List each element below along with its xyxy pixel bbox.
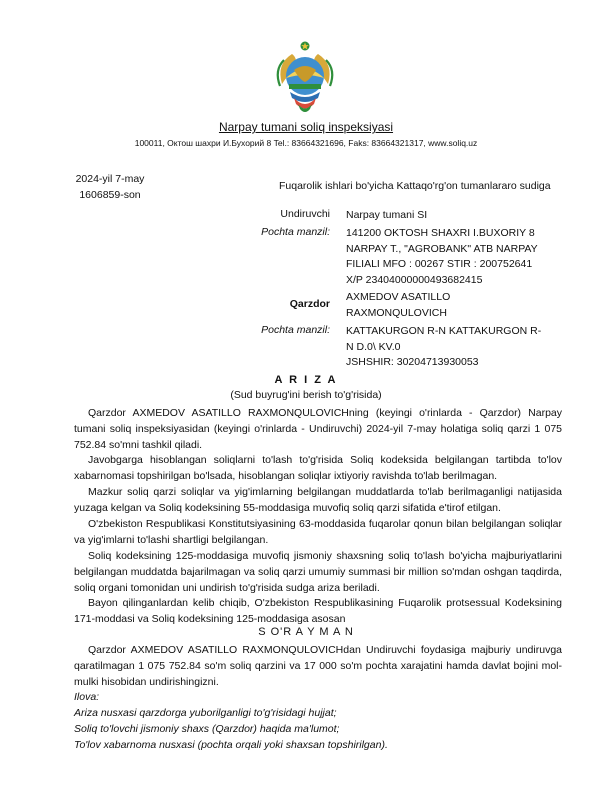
- attachment-item: Soliq to'lovchi jismoniy shaxs (Qarzdor) haqida ma'lumot;: [74, 723, 340, 735]
- attachment-item: To'lov xabarnoma nusxasi (pochta orqali yoki shaxsan topshirilgan).: [74, 739, 388, 751]
- body-paragraph: Soliq kodeksining 125-moddasiga muvofiq jismoniy shaxsning soliq to'lash bo'yicha majburiyatlarini belgilangan muddatda bajarilmagan va soliq qarzi umumiy summasi bir million so'mdan oshgan taqdirda, soliq organi tomonidan uni undirish to'g'risida sudga ariza beriladi.: [74, 550, 562, 594]
- document-number: 1606859-son: [79, 189, 141, 201]
- body-paragraph: Mazkur soliq qarzi soliqlar va yig'imlarning belgilangan muddatlarda to'lab berilmaganligi natijasida yuzaga kelgan va Soliq kodeksining 55-moddasiga muvofiq soliq qarzi sifatida e'tirof etilgan.: [74, 486, 562, 514]
- plaintiff-name: Narpay tumani SI: [346, 209, 428, 221]
- document-date: 2024-yil 7-may: [75, 173, 145, 185]
- debtor-name-line: AXMEDOV ASATILLO: [346, 291, 451, 303]
- body-paragraph: Javobgarga hisoblangan soliqlarni to'lash to'g'risida Soliq kodeksida belgilangan tartibda to'lov xabarnomasi topshirilgan bo'lsada, hisoblangan soliqlar ixtiyoriy ravishda to'lab berilmagan.: [74, 454, 562, 482]
- body-paragraph: Qarzdor AXMEDOV ASATILLO RAXMONQULOVICHning (keyingi o'rinlarda - Qarzdor) Narpay tumani soliq inspeksiyasidan (keyingi o'rinlarda - Undiruvchi) 2024-yil 7-may holatiga soliq qarzi 1 075 752.84 so'mni tashkil qiladi.: [74, 407, 562, 451]
- address-line: JSHSHIR: 30204713930053: [346, 356, 479, 368]
- plaintiff-address: [346, 226, 566, 288]
- plaintiff-label: Undiruvchi: [280, 208, 330, 220]
- debtor-address-label: Pochta manzil:: [261, 324, 330, 336]
- debtor-label: Qarzdor: [289, 298, 330, 310]
- inspectorate-address: 100011, Октош шахри И.Бухорий 8 Tel.: 83664321696, Faks: 83664321317, www.soliq.uz: [134, 138, 478, 148]
- decision-paragraph: Qarzdor AXMEDOV ASATILLO RAXMONQULOVICHdan Undiruvchi foydasiga majburiy undiruvga qaratilmagan 1 075 752.84 so'm soliq qarzini va 17 000 so'm pochta xarajatini hamda davlat bojini mol-mulki hisobidan undirishingizni.: [74, 644, 562, 688]
- address-line: KATTAKURGON R-N KATTAKURGON R-: [346, 325, 542, 337]
- address-line: 141200 OKTOSH SHAXRI I.BUXORIY 8: [346, 227, 535, 239]
- document-subtitle: (Sud buyrug'ini berish to'g'risida): [230, 389, 382, 401]
- address-line: N D.0\ KV.0: [346, 340, 401, 353]
- debtor-name: [346, 290, 566, 321]
- attachments-label: Ilova:: [74, 691, 100, 703]
- body-paragraph: O'zbekiston Respublikasi Konstitutsiyasining 63-moddasida fuqarolar qonun bilan belgilangan soliqlar va yig'imlarni to'lashi shartligi belgilangan.: [74, 518, 562, 546]
- uzbekistan-state-emblem-icon: [272, 40, 338, 116]
- address-line: NARPAY T., "AGROBANK" ATB NARPAY: [346, 242, 538, 255]
- debtor-name-line: RAXMONQULOVICH: [346, 306, 447, 319]
- inspectorate-name: Narpay tumani soliq inspeksiyasi: [218, 120, 394, 134]
- address-line: X/P 23404000000493682415: [346, 273, 483, 286]
- body-paragraph: Bayon qilinganlardan kelib chiqib, O'zbekiston Respublikasining Fuqarolik protsessual Kodeksining 171-moddasi va Soliq kodeksining 125-moddasiga asosan: [74, 597, 562, 625]
- debtor-address: [346, 324, 566, 371]
- decision-title: S O'R A Y M A N: [258, 626, 354, 638]
- document-title: A R I Z A: [274, 374, 338, 386]
- court-recipient: Fuqarolik ishlari bo'yicha Kattaqo'rg'on tumanlararo sudiga: [279, 180, 551, 192]
- address-line: FILIALI MFO : 00267 STIR : 200752641: [346, 258, 533, 270]
- attachment-item: Ariza nusxasi qarzdorga yuborilganligi to'g'risidagi hujjat;: [74, 707, 337, 719]
- plaintiff-address-label: Pochta manzil:: [261, 226, 330, 238]
